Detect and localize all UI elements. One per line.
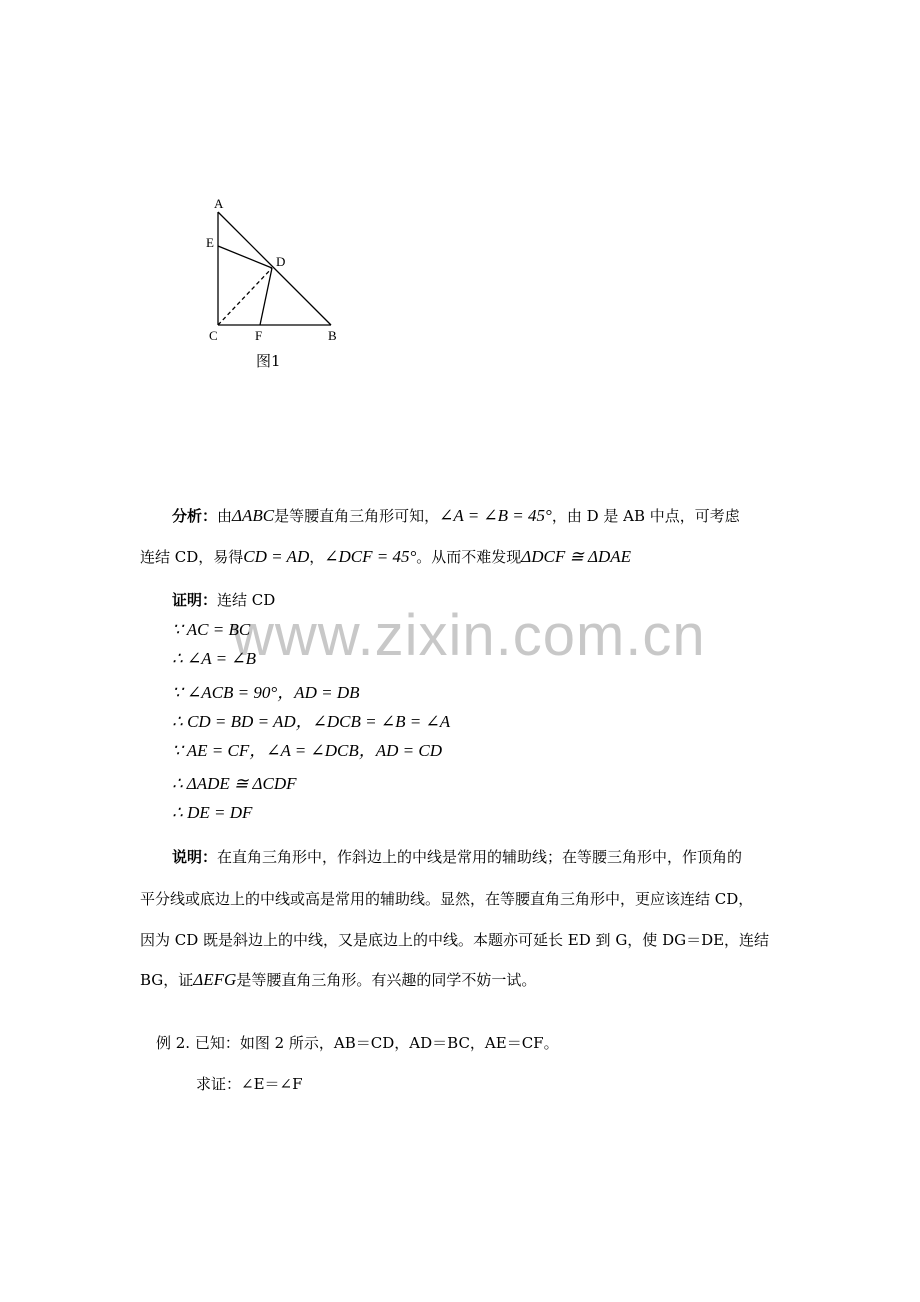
figure-1-diagram: [195, 190, 355, 350]
example-2-given: 例 2. 已知：如图 2 所示，AB＝CD，AD＝BC，AE＝CF。: [156, 1034, 559, 1052]
proof-step: ∴ DE = DF: [172, 803, 253, 822]
analysis-text: 。从而不难发现: [416, 548, 522, 566]
analysis-line-1: [172, 505, 740, 526]
note-label: 说明：: [172, 848, 218, 866]
math-triangle-abc: ΔABC: [232, 506, 275, 525]
math-angle-equality: ∠A = ∠B = 45°: [439, 506, 552, 525]
note-line-3: 因为 CD 既是斜边上的中线，又是底边上的中线。本题亦可延长 ED 到 G，使 DG＝DE，连结: [140, 931, 770, 949]
math-angle-dcf: ∠DCF = 45°: [324, 547, 417, 566]
note-line-2: 平分线或底边上的中线或高是常用的辅助线。显然，在等腰直角三角形中，更应该连结 CD，: [140, 890, 754, 908]
proof-intro: 连结 CD: [217, 591, 276, 609]
point-label-e: E: [206, 235, 214, 250]
analysis-text: ，: [309, 548, 325, 566]
note-text: 是等腰直角三角形。有兴趣的同学不妨一试。: [236, 971, 537, 989]
analysis-text: ，由 D 是 AB 中点，可考虑: [551, 507, 740, 525]
segment-df: [260, 268, 272, 325]
point-label-c: C: [209, 328, 218, 343]
point-label-f: F: [255, 328, 263, 343]
point-label-a: A: [214, 196, 224, 211]
note-text: BG，证: [140, 971, 194, 989]
point-label-d: D: [276, 254, 286, 269]
proof-header: [172, 589, 275, 610]
math-triangle-efg: ΔEFG: [193, 970, 237, 989]
analysis-text: 连结 CD，易得: [140, 548, 244, 566]
analysis-text: 由: [217, 507, 233, 525]
figure-1-caption: 图1: [256, 352, 281, 370]
analysis-line-2: [140, 546, 631, 567]
proof-step: ∴ ΔADE ≅ ΔCDF: [172, 774, 297, 793]
proof-label: 证明：: [172, 591, 218, 609]
note-text: 在直角三角形中，作斜边上的中线是常用的辅助线；在等腰三角形中，作顶角的: [217, 848, 743, 866]
analysis-text: 是等腰直角三角形可知，: [274, 507, 440, 525]
point-label-b: B: [328, 328, 337, 343]
note-line-1: [172, 846, 742, 867]
proof-step: ∵ AE = CF，∠A = ∠DCB，AD = CD: [172, 741, 443, 760]
proof-step: ∴ ∠A = ∠B: [172, 649, 256, 668]
example-2-prove: 求证：∠E＝∠F: [196, 1075, 303, 1093]
watermark: www.zixin.com.cn: [232, 603, 706, 668]
proof-step: ∴ CD = BD = AD，∠DCB = ∠B = ∠A: [172, 712, 451, 731]
analysis-label: 分析：: [172, 507, 218, 525]
proof-step: ∵ AC = BC: [172, 620, 251, 639]
proof-step: ∵ ∠ACB = 90°，AD = DB: [172, 683, 360, 702]
math-congruence: ΔDCF ≅ ΔDAE: [521, 547, 632, 566]
dashed-segment-cd: [218, 268, 272, 325]
math-cd-ad: CD = AD: [243, 547, 310, 566]
note-line-4: [140, 969, 536, 990]
